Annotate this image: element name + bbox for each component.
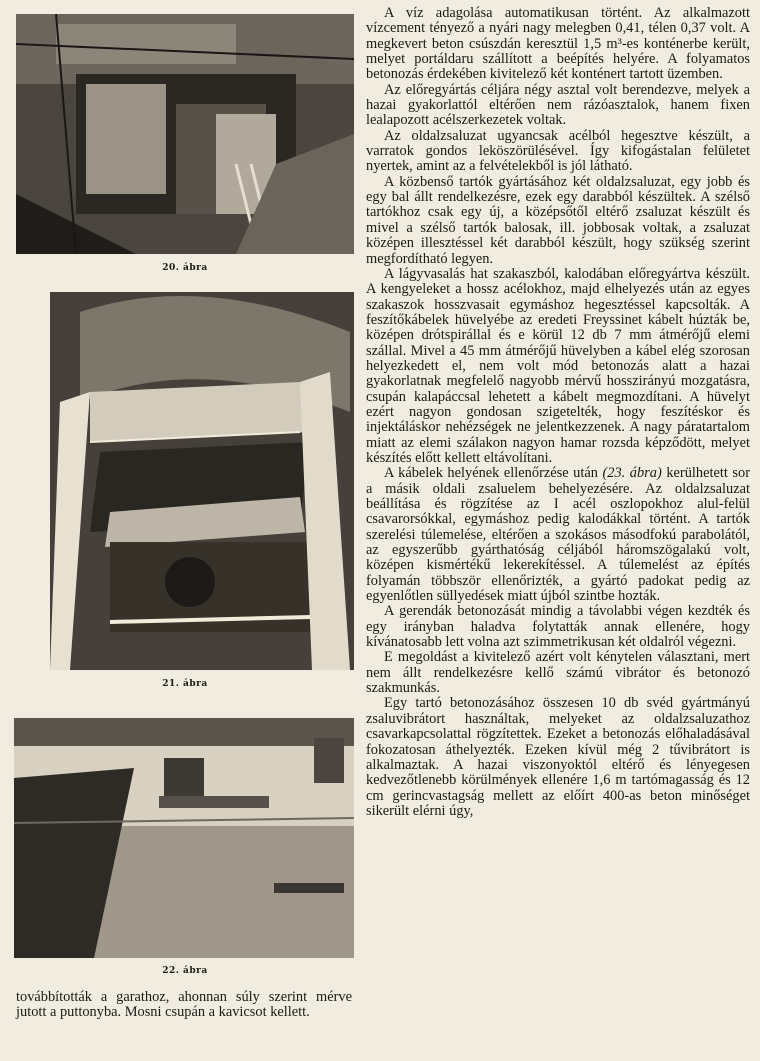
right-column-text — [366, 6, 750, 819]
figure-reference: (23. ábra) — [602, 465, 662, 482]
left-column-text — [16, 990, 352, 1021]
text-run: kerülhetett sor a másik oldali zsaluelem behelyezésére. Az oldalzsaluzat beállítása és rögzítése az I acél oszlopokhoz alul-felül csavarorsókkal, egymáshoz pedig kalodákkal történt. A tartók szerelési túlemelése, eltérően a szokásos másodfokú parabolától, az egyszerűbb gyárthatóság céljából háromszögalakú volt, középen kismértékű lekerekítéssel. A túlemelést az építés folyamán többször ellenőrizték, a gyártó padokat pedig az egyenlőtlen süllyedések miatt újból szintbe hozták. — [366, 465, 750, 605]
paragraph: A közbenső tartók gyártásához két oldalzsaluzat, egy jobb és egy bal állt rendelkezésre, ezek egy darabból készültek. A szélső tartókhoz csak egy új, a középsőtől eltérő zsaluzat készült és mivel a szélső tartók balosak, ill. jobbosak voltak, a zsaluzat középen illesztéssel két darabból készült, hogy szükség szerint megfordítható legyen. — [366, 173, 750, 267]
paragraph: Az oldalzsaluzat ugyancsak acélból hegesztve készült, a varratok gondos leköszörülésével. Így kifogástalan felületet nyertek, amint az a felvételekből is jól látható. — [366, 127, 750, 175]
paragraph: A gerendák betonozását mindig a távolabbi végen kezdték és egy irányban haladva folytatták annak ellenére, hogy kívánatosabb lett volna azt szimmetrikusan két oldalról végezni. — [366, 603, 750, 651]
paragraph: továbbították a garathoz, ahonnan súly szerint mérve jutott a puttonyba. Mosni csupán a kavicsot kellett. — [16, 989, 352, 1021]
figure-22-photo — [14, 718, 354, 958]
figure-21-caption: 21. ábra — [162, 679, 208, 689]
paragraph: A víz adagolása automatikusan történt. Az alkalmazott vízcement tényező a nyári nagy melegben 0,41, télen 0,37 volt. A megkevert beton csúszdán keresztül 1,5 m³-es konténerbe került, melyet portáldaru szállított a beépítés helyére. A folyamatos betonozás érdekében kivitelező két konténert tartott üzemben. — [366, 5, 750, 83]
paragraph: A lágyvasalás hat szakaszból, kalodában előregyártva készült. A kengyeleket a hossz acélokhoz, majd elhelyezés után az egyes szakaszok hosszvasait egymáshoz hegesztéssel kapcsolták. A feszítőkábelek hüvelyébe az eredeti Freyssinet kábelt húzták be, középen drótspirállal és e körül 12 db 7 mm átmérőjű elemi szállal. Mivel a 45 mm átmérőjű hüvelyben a kábel elég szorosan helyezkedett el, nem volt mód betonozás alatt a hazai gyakorlatnak megfelelő nagyobb mérvű hosszirányú mozgatásra, csupán kalapáccsal lehetett a kábelt megmozdítani. A hüvelyt ezért nagyon gondosan szigetelték, hogy feszítéskor és injektáláskor nehézségek ne jelentkezzenek. A nagy páratartalom miatt az elemi szálakon nagyon hamar rozsda képződött, melyet készítés előtt kellett eltávolítani. — [366, 265, 750, 466]
figure-22-caption: 22. ábra — [162, 966, 208, 976]
figure-20-caption: 20. ábra — [162, 263, 208, 273]
paragraph: Egy tartó betonozásához összesen 10 db svéd gyártmányú zsaluvibrátort használtak, melyeket az oldalzsaluzathoz csavarkapcsolattal rögzítettek. Ezeket a betonozás előhaladásával fokozatosan áthelyezték. Ezeken kívül még 2 tűvibrátort is alkalmaztak. A hazai viszonyoktól eltérő és lényegesen kedvezőtlenebb körülmények ellenére 1,6 m tartómagasság és 12 cm gerincvastagság mellett az előírt 400-as beton minőséget sikerült elérni úgy, — [366, 695, 750, 819]
paragraph: E megoldást a kivitelező azért volt kénytelen választani, mert nem állt rendelkezésre kellő számú vibrátor és betonozó szakmunkás. — [366, 649, 750, 697]
paragraph: Az előregyártás céljára négy asztal volt berendezve, melyek a hazai gyakorlattól eltérően nem rázóasztalok, hanem fixen lealapozott acélszerkezetek voltak. — [366, 81, 750, 129]
figure-21-photo — [50, 292, 354, 670]
figure-20-photo — [16, 14, 354, 254]
text-run: A kábelek helyének ellenőrzése után — [384, 465, 603, 482]
paragraph — [366, 466, 750, 604]
